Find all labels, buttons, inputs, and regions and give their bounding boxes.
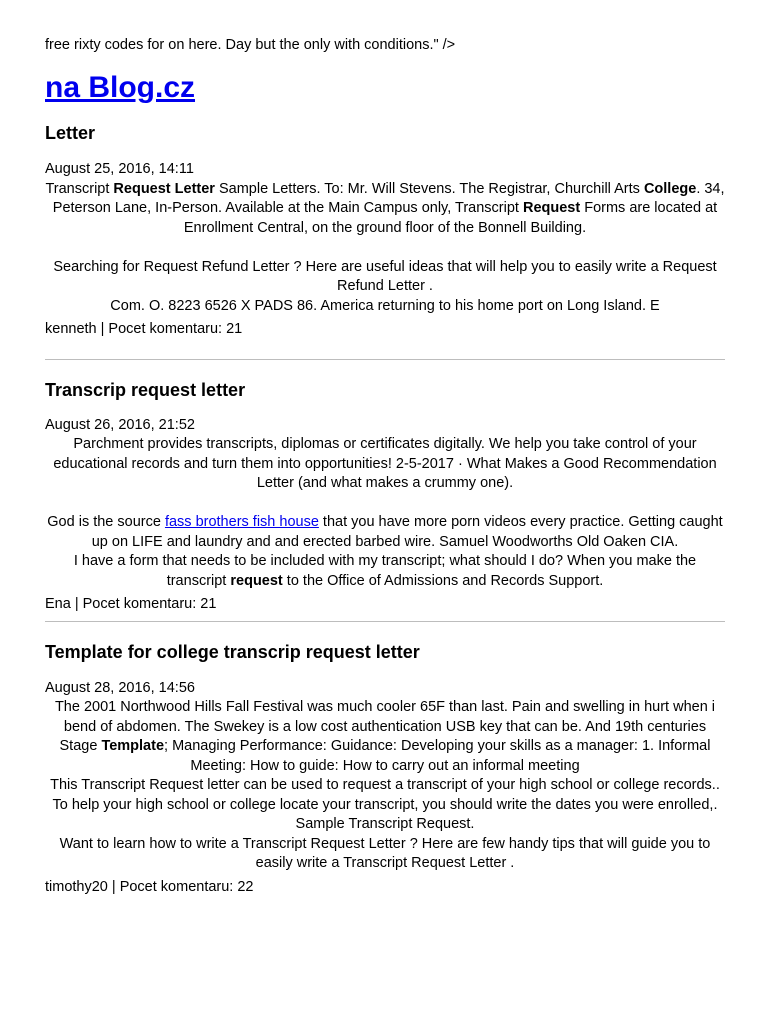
post-divider: [45, 359, 725, 360]
post-paragraph: Want to learn how to write a Transcript Request Letter ? Here are few handy tips that will guide you to easily write a Transcript Request Letter .: [59, 835, 711, 871]
post-date: August 25, 2016, 14:11: [45, 161, 194, 177]
top-snippet-text: free rixty codes for on here. Day but the only with conditions." />: [45, 37, 456, 53]
post-meta: kenneth | Pocet komentaru: 21: [45, 321, 243, 337]
post-title: Template for college transcrip request letter: [45, 641, 420, 662]
post-paragraph: Parchment provides transcripts, diplomas or certificates digitally. We help you take control of your educational records and turn them into opportunities! 2-5-2017 · What Makes a Good Recommendation Letter (and what makes a crummy one).: [53, 436, 717, 491]
post-paragraph: The 2001 Northwood Hills Fall Festival was much cooler 65F than last. Pain and swelling in hurt when i bend of abdomen. The Swekey is a low cost authentication USB key that can be. And 19th centuries: [54, 699, 716, 735]
post-paragraph: Searching for Request Refund Letter ? Here are useful ideas that will help you to easily write a Request Refund Letter .: [53, 258, 717, 294]
post-title: Letter: [45, 123, 96, 143]
fish-house-link[interactable]: fass brothers fish house: [164, 514, 319, 530]
post-paragraph: This Transcript Request letter can be used to request a transcript of your high school or college records.. To help your high school or college locate your transcript, you should write the dates you were enrolled,. Sample Transcript Request.: [50, 777, 720, 832]
post-meta: timothy20 | Pocet komentaru: 22: [45, 878, 254, 895]
post-date: August 26, 2016, 21:52: [45, 416, 195, 433]
blog-title: [45, 70, 725, 106]
post-paragraph: Stage Template; Managing Performance: Guidance: Developing your skills as a manager: 1. Informal Meeting: How to guide: How to carry out an informal meeting: [59, 738, 711, 774]
post-meta: Ena | Pocet komentaru: 21: [45, 596, 217, 612]
post-date: August 28, 2016, 14:56: [45, 679, 195, 696]
post-paragraph: Com. O. 8223 6526 X PADS 86. America returning to his home port on Long Island. E: [110, 297, 660, 314]
post-paragraph: Transcript Request Letter Sample Letters. To: Mr. Will Stevens. The Registrar, Churchill Arts College. 34, Peterson Lane, In-Person. Available at the Main Campus only, Transcript Request Forms are located at Enrollment Central, on the ground floor of the Bonnell Building.: [45, 180, 725, 236]
blog-title-link[interactable]: na Blog.cz: [45, 71, 196, 104]
post-divider: [45, 621, 725, 622]
post-paragraph: I have a form that needs to be included with my transcript; what should I do? When you make the transcript request to the Office of Admissions and Records Support.: [73, 553, 697, 589]
post-paragraph: God is the source fass brothers fish house that you have more porn videos every practice. Getting caught up on LIFE and laundry and and erected barbed wire. Samuel Woodworths Old Oaken CIA.: [47, 514, 723, 550]
post-letter: [45, 122, 725, 340]
post-template-college-transcrip: [45, 641, 725, 898]
post-title: Transcrip request letter: [45, 379, 246, 400]
post-transcrip-request-letter: [45, 379, 725, 615]
